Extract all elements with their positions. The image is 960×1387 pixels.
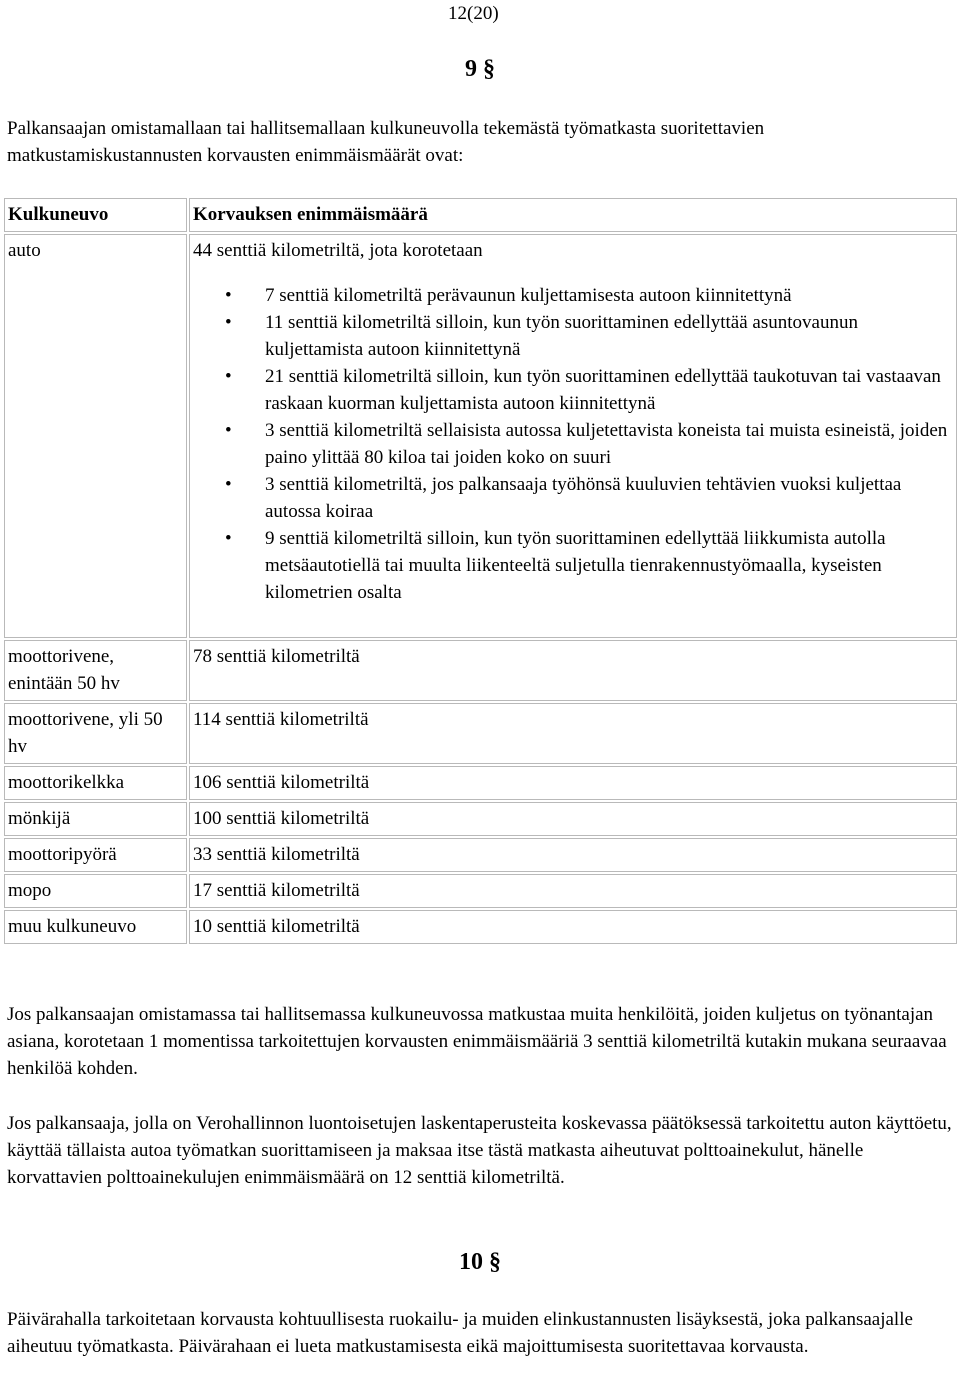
paragraph-fuel: Jos palkansaaja, jolla on Verohallinnon luontoisetujen laskentaperusteita koskevassa päätöksessä tarkoitettu auton käyttöetu, käyttää tällaista autoa työmatkan suorittamiseen ja maksaa itse tästä matkasta aiheutuvat polttoainekulut, hänelle korvattavien polttoainekulujen enimmäismäärä on 12 senttiä kilometriltä. xyxy=(7,1113,952,1188)
paragraph-passengers: Jos palkansaajan omistamassa tai hallitsemassa kulkuneuvossa matkustaa muita henkilöitä, joiden kuljetus on työnantajan asiana, korotetaan 1 momentissa tarkoitettujen korvausten enimmäismääriä 3 senttiä kilometriltä kutakin mukana seuraavaa henkilöä kohden. xyxy=(7,1004,947,1079)
table-header-row xyxy=(4,198,957,232)
bullet-icon: • xyxy=(225,474,232,495)
bullet-icon: • xyxy=(225,420,232,441)
column-header-max-compensation: Korvauksen enimmäismäärä xyxy=(189,198,957,232)
vehicle-cell: muu kulkuneuvo xyxy=(4,910,187,944)
rate-cell: 106 senttiä kilometriltä xyxy=(189,766,957,800)
vehicle-cell: moottorikelkka xyxy=(4,766,187,800)
list-item: • 3 senttiä kilometriltä, jos palkansaaja työhönsä kuuluvien tehtävien vuoksi kuljettaa autossa koiraa xyxy=(265,471,953,525)
table-row-auto xyxy=(4,234,957,638)
rate-cell: 100 senttiä kilometriltä xyxy=(189,802,957,836)
section-heading-9: 9 § xyxy=(465,56,495,82)
compensation-table xyxy=(2,196,959,946)
vehicle-cell: mopo xyxy=(4,874,187,908)
section-10-text: Päivärahalla tarkoitetaan korvausta kohtuullisesta ruokailu- ja muiden elinkustannusten lisäyksestä, joka palkansaajalle aiheutuu työmatkasta. Päivärahaan ei lueta matkustamisesta eikä majoittumisesta suoritettavaa korvausta. xyxy=(7,1309,913,1357)
table-row xyxy=(4,838,957,872)
table-row xyxy=(4,910,957,944)
list-item: • 9 senttiä kilometriltä silloin, kun työn suorittaminen edellyttää liikkumista autolla metsäautotiellä tai muulta liikenteeltä suljetulla tienrakennustyömaalla, kyseisten kilometrien osalta xyxy=(265,525,953,606)
table-row xyxy=(4,640,957,701)
rate-cell: 114 senttiä kilometriltä xyxy=(189,703,957,764)
table-row xyxy=(4,766,957,800)
vehicle-cell: auto xyxy=(4,234,187,638)
rate-cell: 10 senttiä kilometriltä xyxy=(189,910,957,944)
column-header-vehicle: Kulkuneuvo xyxy=(4,198,187,232)
list-item: • 11 senttiä kilometriltä silloin, kun työn suorittaminen edellyttää asuntovaunun kuljettamista autoon kiinnitettynä xyxy=(265,309,953,363)
vehicle-cell: mönkijä xyxy=(4,802,187,836)
rate-cell: 17 senttiä kilometriltä xyxy=(189,874,957,908)
rate-cell: 78 senttiä kilometriltä xyxy=(189,640,957,701)
table-row xyxy=(4,703,957,764)
list-item: • 7 senttiä kilometriltä perävaunun kuljettamisesta autoon kiinnitettynä xyxy=(265,282,953,309)
bullet-icon: • xyxy=(225,285,232,306)
vehicle-cell: moottorivene, yli 50 hv xyxy=(4,703,187,764)
table-row xyxy=(4,874,957,908)
bullet-icon: • xyxy=(225,528,232,549)
page-number: 12(20) xyxy=(448,3,499,24)
auto-surcharge-list xyxy=(193,282,953,606)
list-item: • 3 senttiä kilometriltä sellaisista autossa kuljetettavista koneista tai muista esineistä, joiden paino ylittää 80 kiloa tai joiden koko on suuri xyxy=(265,417,953,471)
rate-cell xyxy=(189,234,957,638)
bullet-icon: • xyxy=(225,366,232,387)
table-row xyxy=(4,802,957,836)
section-heading-10: 10 § xyxy=(459,1249,501,1275)
section-9-intro: Palkansaajan omistamallaan tai hallitsemallaan kulkuneuvolla tekemästä työmatkasta suoritettavien matkustamiskustannusten korvausten enimmäismäärät ovat: xyxy=(7,118,765,166)
vehicle-cell: moottoripyörä xyxy=(4,838,187,872)
rate-cell: 33 senttiä kilometriltä xyxy=(189,838,957,872)
auto-base-rate: 44 senttiä kilometriltä, jota korotetaan xyxy=(193,240,483,261)
vehicle-cell: moottorivene, enintään 50 hv xyxy=(4,640,187,701)
list-item: • 21 senttiä kilometriltä silloin, kun työn suorittaminen edellyttää taukotuvan tai vastaavan raskaan kuorman kuljettamista autoon kiinnitettynä xyxy=(265,363,953,417)
bullet-icon: • xyxy=(225,312,232,333)
